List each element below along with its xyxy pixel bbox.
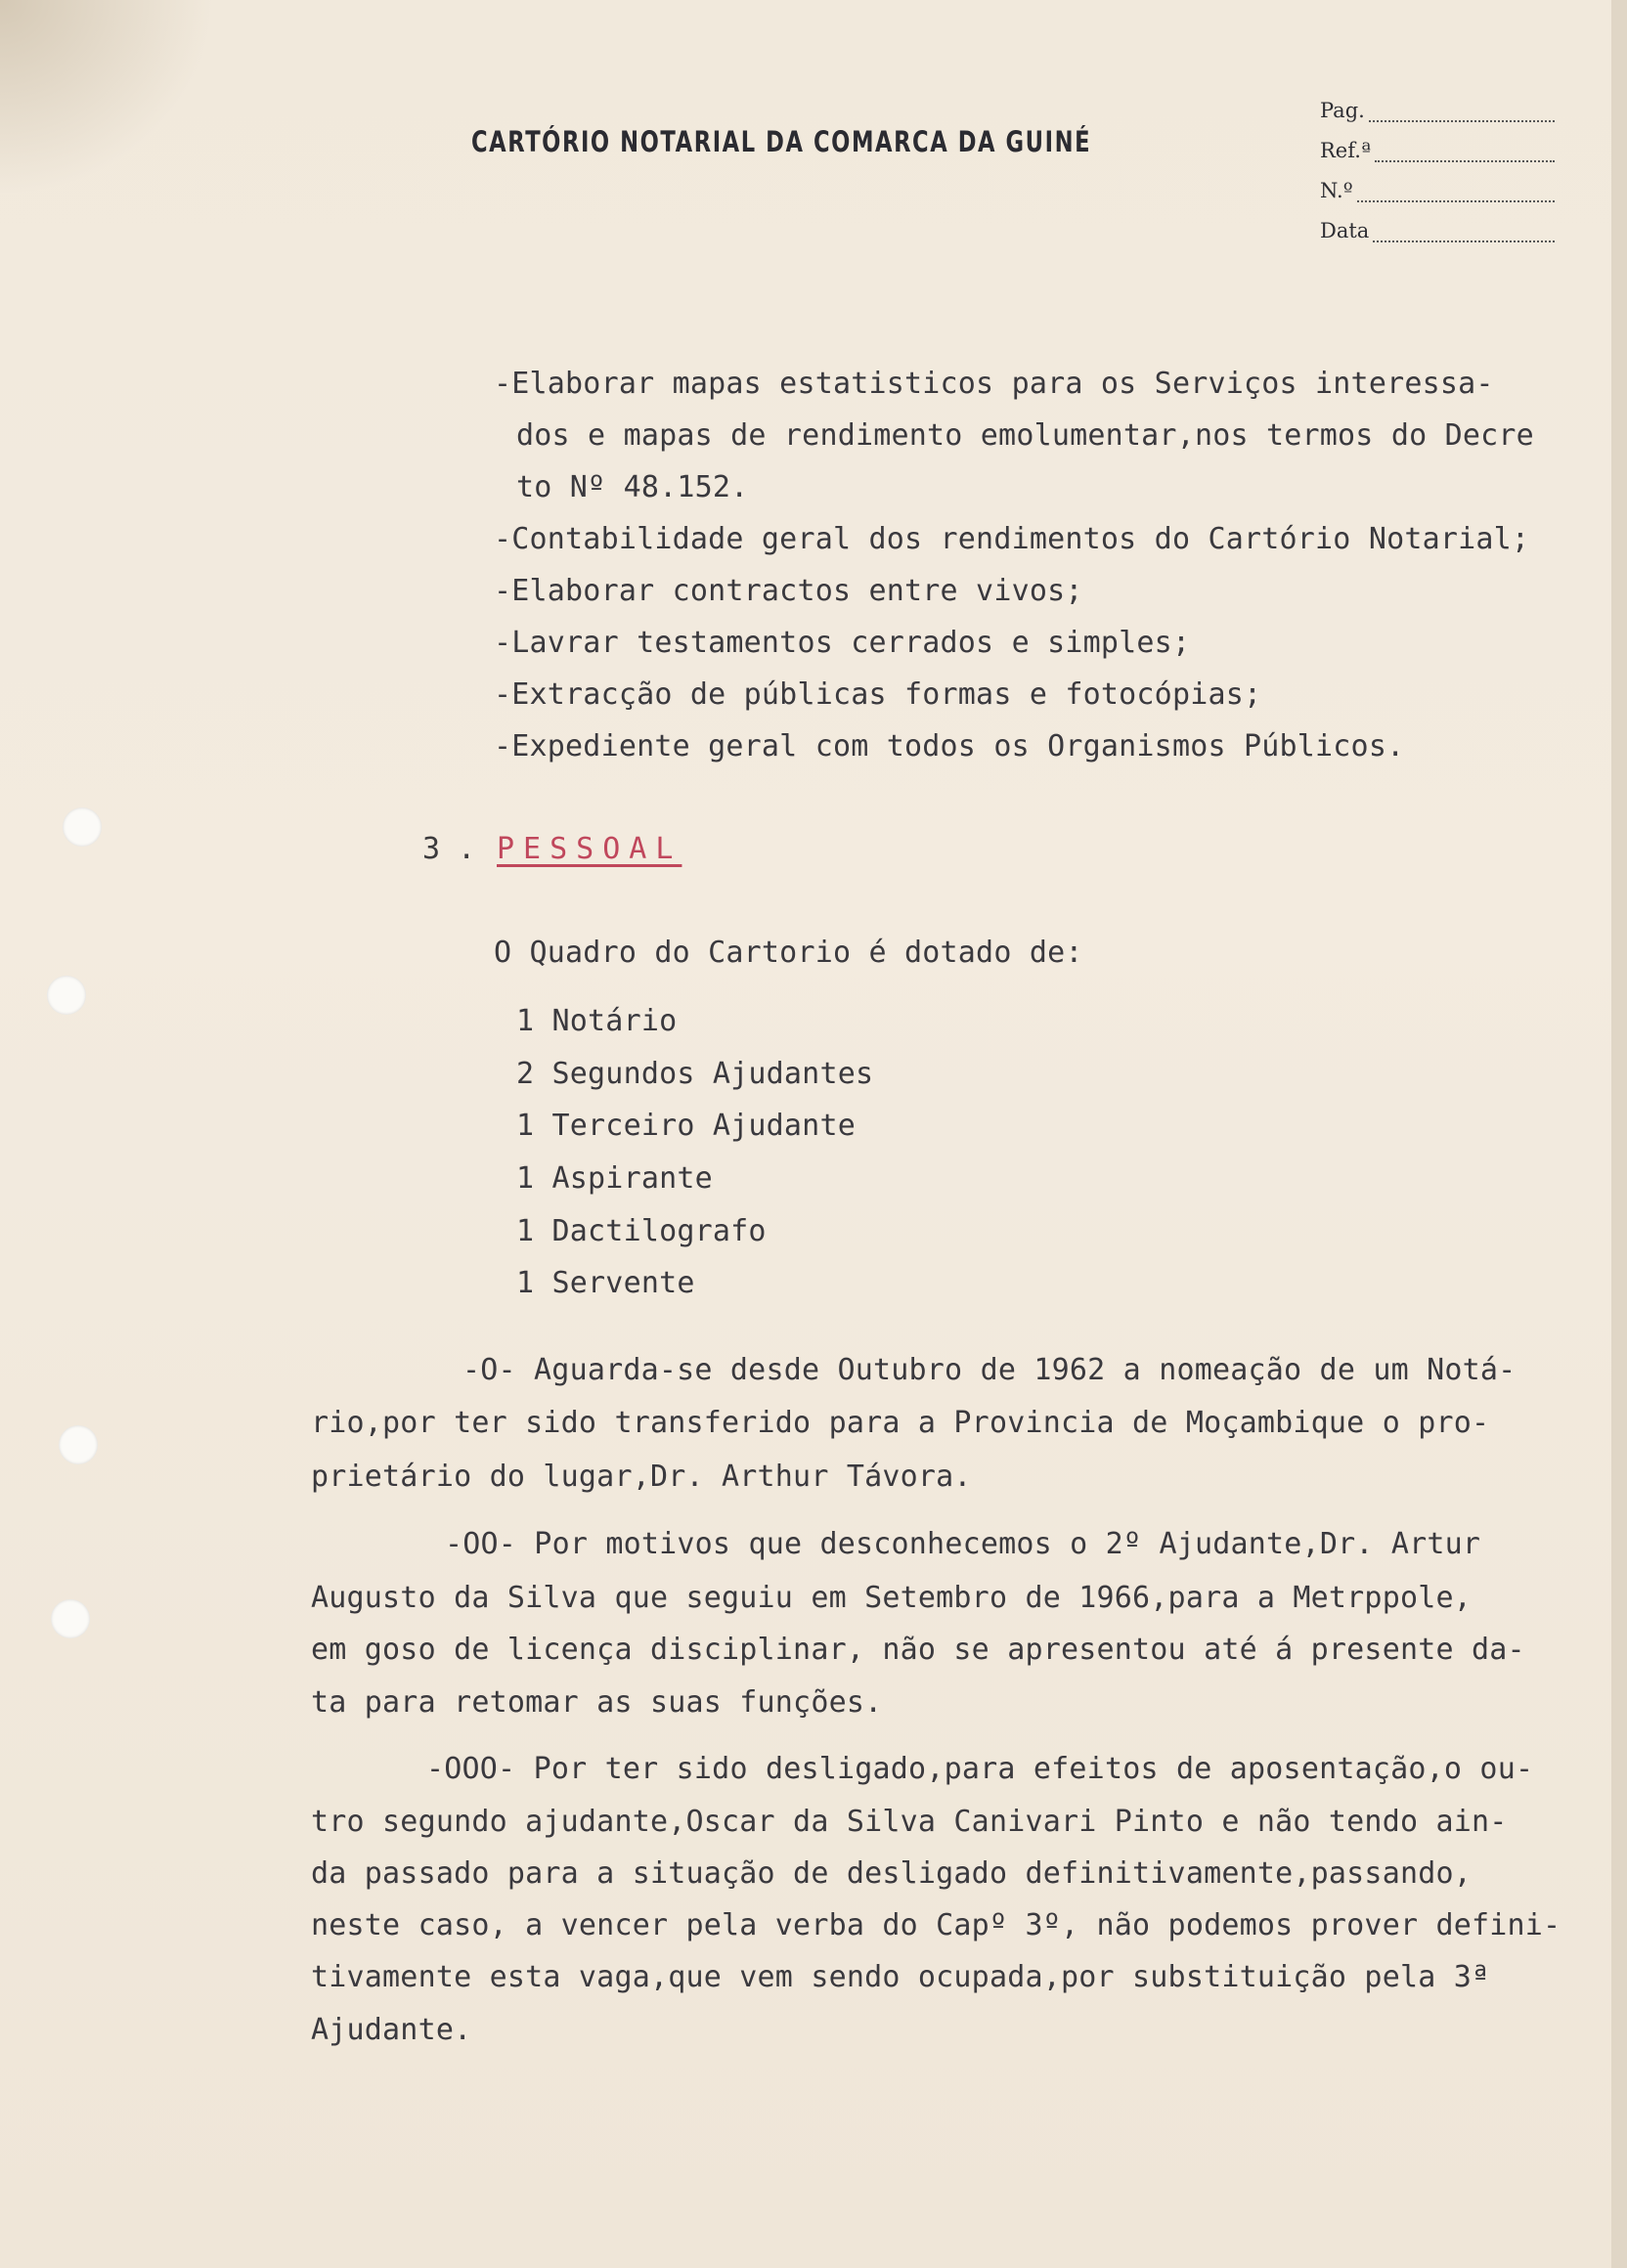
paragraph-line: -O- Aguarda-se desde Outubro de 1962 a nomeação de um Notá- <box>462 1353 1517 1387</box>
ref-row-date <box>1320 202 1555 242</box>
reference-box <box>1320 82 1555 242</box>
section-number: 3 . <box>422 832 476 866</box>
dotted-line <box>1373 227 1555 242</box>
dotted-line <box>1357 187 1555 202</box>
paragraph-line: rio,por ter sido transferido para a Provincia de Moçambique o pro- <box>311 1406 1490 1440</box>
paragraph-line: tivamente esta vaga,que vem sendo ocupada,por substituição pela 3ª <box>311 1960 1490 1994</box>
duty-line: to Nº 48.152. <box>516 470 749 504</box>
staff-item: 1 Terceiro Ajudante <box>516 1109 856 1143</box>
punch-hole <box>51 1599 90 1638</box>
paragraph-line: em goso de licença disciplinar, não se apresentou até á presente da- <box>311 1633 1525 1667</box>
duty-line: dos e mapas de rendimento emolumentar,nos termos do Decre <box>516 418 1534 453</box>
paragraph-line: Augusto da Silva que seguiu em Setembro de 1966,para a Metrppole, <box>311 1581 1472 1615</box>
ref-label: Data <box>1320 219 1370 242</box>
staff-intro: O Quadro do Cartorio é dotado de: <box>494 936 1083 970</box>
ref-row-number <box>1320 162 1555 202</box>
dotted-line <box>1369 107 1555 122</box>
corner-stain <box>0 0 215 196</box>
ref-label: Pag. <box>1320 99 1365 122</box>
duty-line: -Elaborar contractos entre vivos; <box>494 574 1083 608</box>
paragraph-line: tro segundo ajudante,Oscar da Silva Canivari Pinto e não tendo ain- <box>311 1805 1508 1839</box>
staff-item: 1 Notário <box>516 1004 678 1038</box>
punch-hole <box>59 1425 98 1464</box>
duty-line: -Lavrar testamentos cerrados e simples; <box>494 626 1191 660</box>
paragraph-line: -OO- Por motivos que desconhecemos o 2º Ajudante,Dr. Artur <box>445 1527 1481 1561</box>
paragraph-line: -OOO- Por ter sido desligado,para efeitos de aposentação,o ou- <box>426 1752 1534 1786</box>
duty-line: -Extracção de públicas formas e fotocópias; <box>494 677 1262 712</box>
staff-item: 1 Aspirante <box>516 1161 713 1196</box>
staff-item: 2 Segundos Ajudantes <box>516 1057 874 1091</box>
ref-label: Ref.ª <box>1320 139 1371 162</box>
section-title: PESSOAL <box>497 832 682 866</box>
dotted-line <box>1375 147 1555 162</box>
staff-item: 1 Dactilografo <box>516 1214 767 1248</box>
page-edge <box>1611 0 1627 2268</box>
duty-line: -Expediente geral com todos os Organismos Públicos. <box>494 729 1405 763</box>
ref-label: N.º <box>1320 179 1353 202</box>
paragraph-line: Ajudante. <box>311 2013 472 2047</box>
duty-line: -Contabilidade geral dos rendimentos do Cartório Notarial; <box>494 522 1530 556</box>
ref-row-reference <box>1320 122 1555 162</box>
punch-hole <box>47 976 86 1015</box>
paragraph-line: prietário do lugar,Dr. Arthur Távora. <box>311 1460 972 1494</box>
paragraph-line: ta para retomar as suas funções. <box>311 1685 883 1720</box>
punch-hole <box>63 807 102 847</box>
paragraph-line: da passado para a situação de desligado definitivamente,passando, <box>311 1856 1472 1891</box>
duty-line: -Elaborar mapas estatisticos para os Serviços interessa- <box>494 367 1494 401</box>
ref-row-page <box>1320 82 1555 122</box>
staff-item: 1 Servente <box>516 1266 695 1300</box>
paragraph-line: neste caso, a vencer pela verba do Capº 3º, não podemos prover defini- <box>311 1908 1561 1942</box>
letterhead-title: CARTÓRIO NOTARIAL DA COMARCA DA GUINÉ <box>471 125 1092 158</box>
